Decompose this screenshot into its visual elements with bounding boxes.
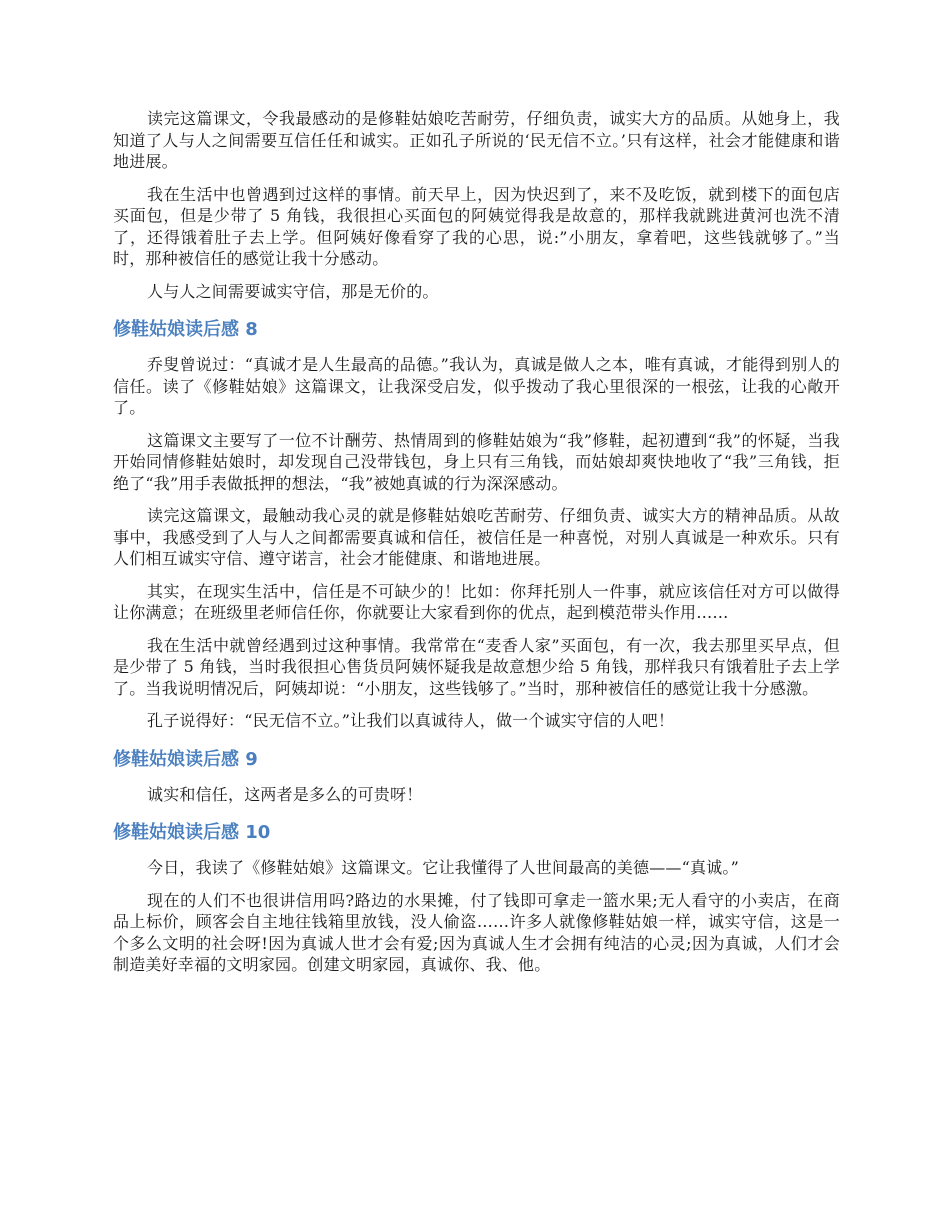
paragraph: 诚实和信任，这两者是多么的可贵呀！ [147, 784, 423, 804]
section-heading: 修鞋姑娘读后感 9 [113, 748, 258, 770]
paragraph: 乔叟曾说过：“真诚才是人生最高的品德。”我认为，真诚是做人之本，唯有真诚，才能得到别人的信任。读了《修鞋姑娘》这篇课文，让我深受启发，似乎拨动了我心里很深的一根弦，让我的心敞开了。 [113, 355, 840, 417]
paragraph: 今日，我读了《修鞋姑娘》这篇课文。它让我懂得了人世间最高的美德——“真诚。” [147, 858, 739, 877]
section-heading: 修鞋姑娘读后感 10 [113, 822, 271, 843]
paragraph: 人与人之间需要诚实守信，那是无价的。 [147, 281, 439, 301]
paragraph: 读完这篇课文，最触动我心灵的就是修鞋姑娘吃苦耐劳、仔细负责、诚实大方的精神品质。从故事中，我感受到了人与人之间都需要真诚和信任，被信任是一种喜悦，对别人真诚是一种欢乐。只有人们相互诚实守信、遵守诺言，社会才能健康、和谐地进展。 [113, 506, 840, 568]
paragraph: 读完这篇课文，令我最感动的是修鞋姑娘吃苦耐劳，仔细负责，诚实大方的品质。从她身上，我知道了人与人之间需要互信任任和诚实。正如孔子所说的‘民无信不立。’只有这样，社会才能健康和谐地进展。 [113, 109, 840, 171]
paragraph: 这篇课文主要写了一位不计酬劳、热情周到的修鞋姑娘为“我”修鞋，起初遭到“我”的怀疑，当我开始同情修鞋姑娘时，却发现自己没带钱包，身上只有三角钱，而姑娘却爽快地收了“我”三角钱，拒绝了“我”用手表做抵押的想法，“我”被她真诚的行为深深感动。 [113, 430, 840, 493]
paragraph: 孔子说得好：“民无信不立。”让我们以真诚待人，做一个诚实守信的人吧！ [147, 711, 675, 730]
paragraph: 我在生活中也曾遇到过这样的事情。前天早上，因为快迟到了，来不及吃饭，就到楼下的面包店买面包，但是少带了 5 角钱，我很担心买面包的阿姨觉得我是故意的，那样我就跳进黄河也洗不清了，还得饿着肚子去上学。但阿姨好像看穿了我的心思，说:”小朋友，拿着吧，这些钱就够了。”当时，那种被信任的感觉让我十分感动。 [113, 184, 840, 268]
paragraph: 其实，在现实生活中，信任是不可缺少的！比如：你拜托别人一件事，就应该信任对方可以做得让你满意；在班级里老师信任你，你就要让大家看到你的优点，起到模范带头作用…… [113, 581, 840, 622]
paragraph: 我在生活中就曾经遇到过这种事情。我常常在“麦香人家”买面包，有一次，我去那里买早点，但是少带了 5 角钱，当时我很担心售货员阿姨怀疑我是故意想少给 5 角钱，那样我只有饿着肚子去上学了。当我说明情况后，阿姨却说：“小朋友，这些钱够了。”当时，那种被信任的感觉让我十分感激。 [113, 635, 840, 698]
document-page [113, 108, 840, 987]
paragraph: 现在的人们不也很讲信用吗?路边的水果摊，付了钱即可拿走一篮水果;无人看守的小卖店，在商品上标价，顾客会自主地往钱箱里放钱，没人偷盗……许多人就像修鞋姑娘一样，诚实守信，这是一个多么文明的社会呀!因为真诚人世才会有爱;因为真诚人生才会拥有纯洁的心灵;因为真诚，人们才会制造美好幸福的文明家园。创建文明家园，真诚你、我、他。 [113, 890, 840, 974]
section-heading: 修鞋姑娘读后感 8 [113, 319, 258, 340]
